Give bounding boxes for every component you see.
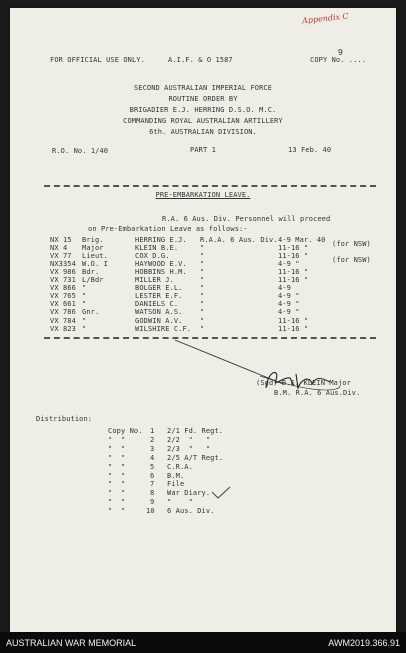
cell-service-number: VX 823 — [50, 324, 76, 333]
title-line-2: ROUTINE ORDER BY — [168, 95, 238, 103]
cell-service-number: VX 77 — [50, 252, 72, 261]
checkmark-icon — [210, 486, 232, 500]
order-date: 13 Feb. 40 — [288, 146, 332, 154]
section-heading: PRE-EMBARKATION LEAVE. — [155, 191, 251, 199]
distribution-copy-prefix: " " — [108, 471, 126, 480]
cell-name: WILSHIRE C.F. — [135, 324, 192, 333]
cell-unit: " — [200, 268, 205, 277]
distribution-recipient: " " — [167, 498, 193, 507]
title-line-1: SECOND AUSTRALIAN IMPERIAL FORCE — [133, 84, 273, 92]
cell-unit: R.A.A. 6 Aus. Div. — [200, 236, 278, 244]
cell-name: WATSON A.S. — [135, 308, 183, 317]
cell-dates: 11-16 " — [278, 324, 309, 333]
cell-service-number: VX 784 — [50, 316, 76, 325]
distribution-copy-prefix: " " — [108, 489, 126, 498]
cell-unit: " — [200, 292, 205, 301]
cell-rank: " — [82, 292, 87, 301]
footer-id: AWM2019.366.91 — [328, 638, 400, 648]
distribution-recipient: C.R.A. — [167, 462, 193, 471]
title-line-4: COMMANDING ROYAL AUSTRALIAN ARTILLERY — [123, 117, 283, 125]
cell-service-number: VX 786 — [50, 308, 76, 317]
cell-note: (for NSW) — [332, 256, 371, 265]
distribution-copy-number: 4 — [150, 453, 155, 462]
distribution-recipient: War Diary. — [167, 489, 211, 498]
distribution-recipient: 2/3 " " — [167, 444, 211, 453]
part-label: PART 1 — [190, 146, 216, 154]
distribution-copy-prefix: " " — [108, 453, 126, 462]
handwritten-annotation: Appendix C — [301, 11, 350, 26]
cell-name: BOLGER E.L. — [135, 284, 183, 293]
distribution-copy-prefix: Copy No. — [108, 427, 143, 435]
cell-unit: " — [200, 244, 205, 253]
distribution-copy-number: 9 — [150, 498, 155, 507]
cell-service-number: VX 765 — [50, 292, 76, 301]
distribution-copy-prefix: " " — [108, 507, 126, 516]
cell-name: LESTER E.F. — [135, 292, 183, 301]
distribution-copy-number: 6 — [150, 471, 155, 480]
cell-name: MILLER J. — [135, 276, 174, 285]
title-line-3: BRIGADIER E.J. HERRING D.S.O. M.C. — [129, 106, 277, 114]
footer-source: AUSTRALIAN WAR MEMORIAL — [6, 638, 137, 648]
distribution-copy-number: 3 — [150, 444, 155, 453]
ro-number: R.O. No. 1/40 — [52, 147, 109, 155]
distribution-copy-number: 8 — [150, 489, 155, 498]
cell-unit: " — [200, 324, 205, 333]
cell-service-number: NX 4 — [50, 244, 68, 253]
cell-unit: " — [200, 308, 205, 317]
copy-number: 9 — [338, 48, 343, 57]
cell-name: HOBBINS H.M. — [135, 268, 187, 277]
title-line-5: 6th. AUSTRALIAN DIVISION. — [149, 128, 257, 136]
cell-rank: Bdr. — [82, 268, 100, 277]
distribution-copy-prefix: " " — [108, 435, 126, 444]
cell-unit: " — [200, 252, 205, 261]
cell-service-number: VX 866 — [50, 284, 76, 293]
cell-dates: 4-9 " — [278, 292, 300, 301]
cell-name: HAYWOOD E.V. — [135, 260, 187, 269]
distribution-recipient: File — [167, 480, 185, 489]
cell-service-number: VX 731 — [50, 276, 76, 285]
cell-rank: " — [82, 300, 87, 309]
cell-rank: Brig. — [82, 236, 104, 244]
cell-unit: " — [200, 316, 205, 325]
distribution-recipient: B.M. — [167, 471, 185, 480]
cell-rank: " — [82, 316, 87, 325]
cell-service-number: NX 15 — [50, 236, 72, 244]
cell-note: (for NSW) — [332, 240, 371, 249]
cell-rank: W.O. I — [82, 260, 108, 269]
cell-dates: 11-16 " — [278, 252, 309, 261]
document-page — [10, 8, 396, 632]
cell-name: COX D.G. — [135, 252, 170, 261]
copy-label: COPY No. .... — [310, 56, 367, 64]
cell-name: HERRING E.J. — [135, 236, 187, 244]
distribution-copy-prefix: " " — [108, 444, 126, 453]
cell-dates: 11-16 " — [278, 316, 309, 325]
cell-dates: 11-16 " — [278, 244, 309, 253]
cell-rank: Lieut. — [82, 252, 108, 261]
distribution-copy-number: 10 — [146, 507, 155, 516]
distribution-copy-prefix: " " — [108, 480, 126, 489]
signature-name: (Sgd) B.E. KLEIN Major — [256, 379, 351, 387]
cell-rank: Major — [82, 244, 104, 253]
distribution-copy-number: 5 — [150, 462, 155, 471]
cell-rank: Gnr. — [82, 308, 100, 317]
cell-name: KLEIN B.E. — [135, 244, 179, 253]
intro-line-1: R.A. 6 Aus. Div. Personnel will proceed — [162, 215, 331, 223]
divider-top — [44, 185, 376, 187]
cell-dates: 4-9 " — [278, 260, 300, 269]
cell-name: GODWIN A.V. — [135, 316, 183, 325]
cell-dates: 4-9 " — [278, 300, 300, 309]
distribution-copy-number: 7 — [150, 480, 155, 489]
distribution-recipient: 2/1 Fd. Regt. — [167, 427, 224, 435]
cell-dates: 4-9 — [278, 284, 291, 293]
distribution-copy-prefix: " " — [108, 498, 126, 507]
distribution-recipient: 6 Aus. Div. — [167, 507, 215, 516]
cell-unit: " — [200, 276, 205, 285]
distribution-recipient: 2/5 A/T Regt. — [167, 453, 224, 462]
cell-unit: " — [200, 260, 205, 269]
official-use-label: FOR OFFICIAL USE ONLY. — [50, 56, 145, 64]
distribution-copy-number: 2 — [150, 435, 155, 444]
cell-name: DANIELS C. — [135, 300, 179, 309]
intro-line-2: on Pre-Embarkation Leave as follows:- — [88, 225, 248, 233]
cell-unit: " — [200, 300, 205, 309]
cell-rank: " — [82, 324, 87, 333]
distribution-copy-number: 1 — [150, 427, 155, 435]
distribution-recipient: 2/2 " " — [167, 435, 211, 444]
cell-service-number: NX3354 — [50, 260, 76, 269]
signature-title: B.M. R.A. 6 Aus.Div. — [274, 389, 361, 397]
cell-dates: 4-9 Mar. 40 — [278, 236, 326, 244]
footer-bar — [0, 632, 406, 653]
cell-unit: " — [200, 284, 205, 293]
cell-dates: 4-9 " — [278, 308, 300, 317]
cell-service-number: VX 661 — [50, 300, 76, 309]
cell-dates: 11-16 " — [278, 276, 309, 285]
distribution-copy-prefix: " " — [108, 462, 126, 471]
reference-number: A.I.F. & O 1587 — [168, 56, 233, 64]
cell-service-number: VX 986 — [50, 268, 76, 277]
cell-rank: L/Bdr — [82, 276, 104, 285]
distribution-label: Distribution: — [36, 415, 93, 423]
cell-rank: " — [82, 284, 87, 293]
cell-dates: 11-16 " — [278, 268, 309, 277]
